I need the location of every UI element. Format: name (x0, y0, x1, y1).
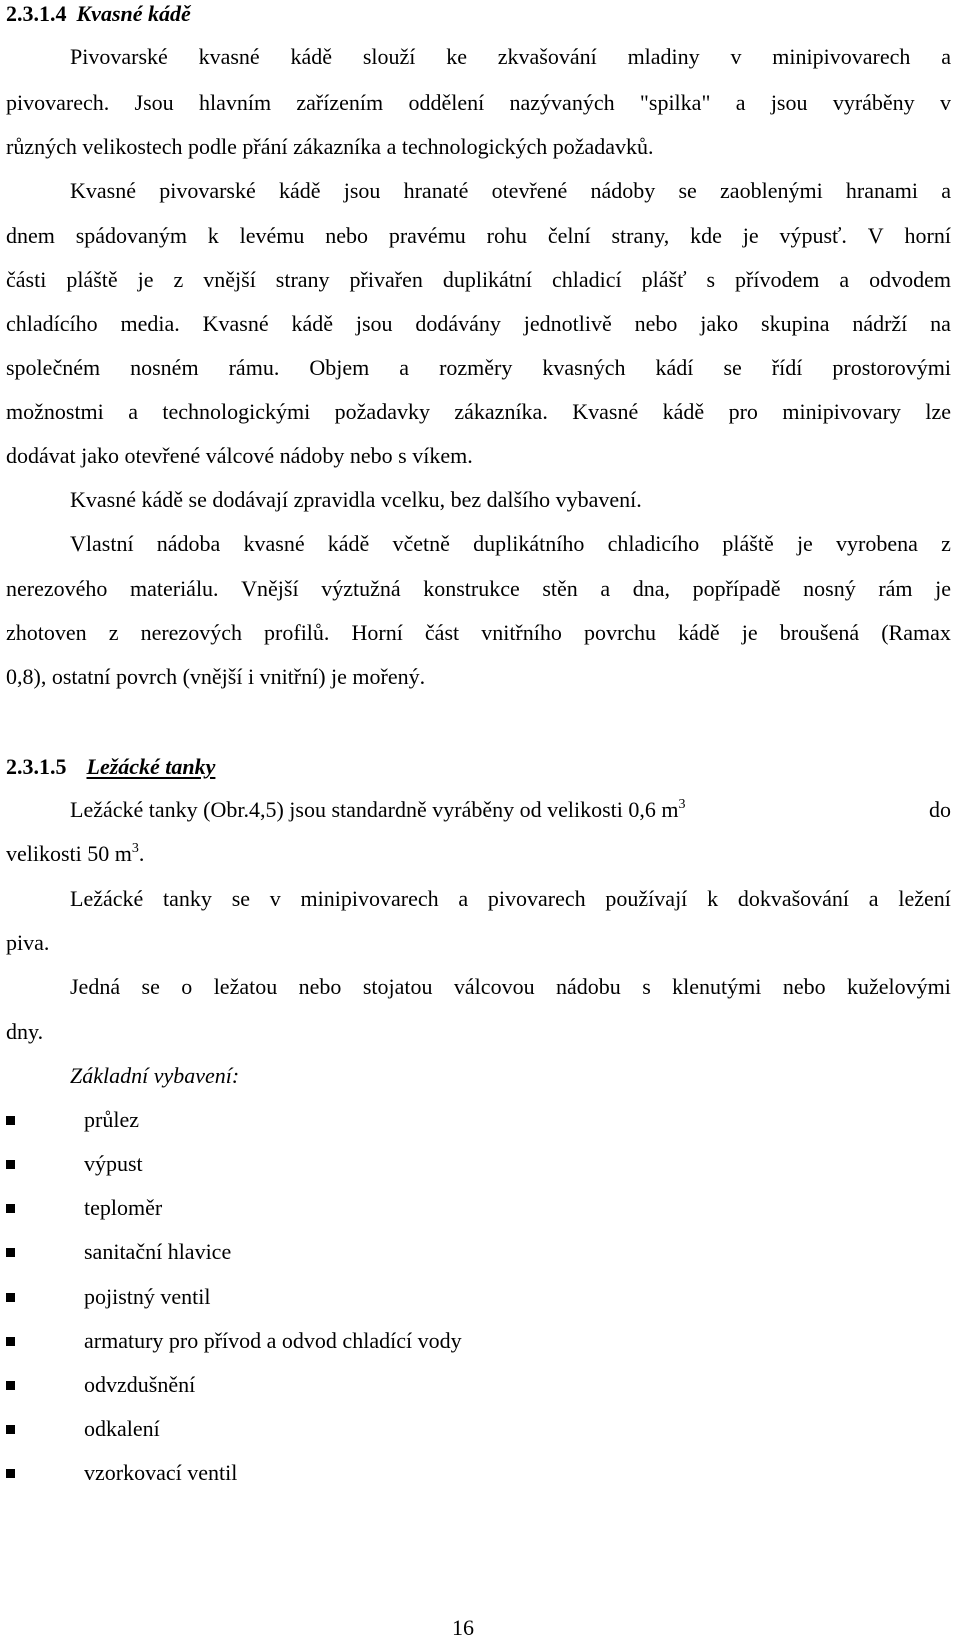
word: s (706, 267, 716, 292)
word: kádě (678, 620, 720, 645)
page-number: 16 (452, 1615, 474, 1640)
word: kádě (290, 44, 333, 69)
word: pláště (66, 267, 118, 292)
word: (Ramax (881, 620, 951, 645)
word: kádí (655, 355, 694, 380)
word: skupina (761, 311, 830, 336)
word: nádobu (556, 974, 621, 999)
word: profilů. (264, 620, 330, 645)
word: přivařen (349, 267, 423, 292)
word: a (458, 886, 469, 911)
text-segment: do (929, 797, 951, 822)
word: a (941, 178, 951, 203)
word: vnitřního (481, 620, 562, 645)
word: kvasné (198, 44, 260, 69)
word: stěn (542, 576, 578, 601)
word: kvasné (243, 531, 305, 556)
word: nerezového (6, 576, 108, 601)
word: zařízením (296, 90, 384, 115)
word: jsou (343, 178, 381, 203)
word: zhotoven (6, 620, 87, 645)
word: přívodem (735, 267, 820, 292)
word: rohu (486, 223, 527, 248)
list-item-label: odkalení (84, 1416, 160, 1441)
word: části (6, 267, 47, 292)
text-line (6, 225, 951, 247)
bullet-icon (6, 1116, 15, 1125)
word: pivovarech (487, 886, 586, 911)
bullet-icon (6, 1248, 15, 1257)
word: a (600, 576, 611, 601)
word: v (730, 44, 742, 69)
word: prostorovými (832, 355, 951, 380)
word: hlavním (198, 90, 272, 115)
text-line: různých velikostech podle přání zákazníka a technologických požadavků. (6, 134, 654, 159)
word: ležení (898, 886, 951, 911)
word: je (137, 267, 154, 292)
word: nebo (298, 974, 342, 999)
word: Kvasné (70, 178, 136, 203)
word: zkvašování (497, 44, 597, 69)
word: duplikátní (442, 267, 533, 292)
bullet-icon (6, 1425, 15, 1434)
word: jednotlivě (523, 311, 612, 336)
bullet-icon (6, 1293, 15, 1302)
text-line (6, 313, 951, 335)
list-item-label: odvzdušnění (84, 1372, 196, 1397)
list-item-label: výpust (84, 1151, 143, 1176)
word: nebo (782, 974, 826, 999)
word: levému (239, 223, 305, 248)
word: a (868, 886, 879, 911)
word: popřípadě (692, 576, 781, 601)
word: je (742, 223, 759, 248)
list-item-label: sanitační hlavice (84, 1239, 232, 1264)
word: čelní (547, 223, 591, 248)
word: Pivovarské (70, 44, 168, 69)
bullet-icon (6, 1381, 15, 1390)
word: pro (728, 399, 758, 424)
word: pivovarech. (6, 90, 110, 115)
word: oddělení (408, 90, 485, 115)
word: duplikátního (473, 531, 585, 556)
word: vyráběny (832, 90, 915, 115)
word: část (424, 620, 460, 645)
word: na (930, 311, 951, 336)
word: hranaté (403, 178, 469, 203)
text-line: piva. (6, 930, 50, 955)
word: kádě (662, 399, 705, 424)
bullet-icon (6, 1337, 15, 1346)
word: media. (120, 311, 180, 336)
word: válcovou (453, 974, 535, 999)
word: z (941, 531, 951, 556)
word: pláště (722, 531, 774, 556)
word: otevřené (491, 178, 568, 203)
word: výpusť. (779, 223, 847, 248)
word: minipivovarech (300, 886, 439, 911)
word: a (941, 44, 951, 69)
word: pivovarské (159, 178, 256, 203)
word: jsou (770, 90, 808, 115)
word: dodávány (415, 311, 501, 336)
word: Kvasné (202, 311, 269, 336)
word: s (642, 974, 651, 999)
word: horní (904, 223, 951, 248)
word: strany (275, 267, 330, 292)
word: Kvasné (572, 399, 639, 424)
word: kde (690, 223, 722, 248)
text-line (6, 401, 951, 423)
word: odvodem (869, 267, 951, 292)
word: jako (700, 311, 739, 336)
word: používají (605, 886, 688, 911)
word: nerezových (140, 620, 242, 645)
superscript: 3 (131, 841, 139, 856)
section-number: 2.3.1.5 (6, 754, 67, 779)
word: broušená (779, 620, 860, 645)
word: dokvašování (737, 886, 850, 911)
word: je (796, 531, 813, 556)
text-line (6, 269, 951, 291)
word: Objem (309, 355, 370, 380)
section-title: Kvasné kádě (76, 1, 191, 26)
word: Jedná (70, 974, 121, 999)
word: rámu. (228, 355, 280, 380)
word: k (207, 223, 219, 248)
word: kádě (327, 531, 370, 556)
word: kuželovými (847, 974, 951, 999)
word: a (128, 399, 138, 424)
word: je (935, 576, 951, 601)
text-line (6, 843, 144, 865)
word: spádovaným (75, 223, 187, 248)
equipment-title: Základní vybavení: (70, 1063, 240, 1088)
word: chladicího (607, 531, 700, 556)
section-number: 2.3.1.4 (6, 1, 67, 26)
word: "spilka" (639, 90, 711, 115)
word: Vnější (241, 576, 299, 601)
section-title: Ležácké tanky (86, 754, 216, 779)
word: se (231, 886, 251, 911)
word: Jsou (134, 90, 174, 115)
word: z (108, 620, 119, 645)
word: zaoblenými (720, 178, 823, 203)
word: kádě (291, 311, 333, 336)
text-segment: velikosti 50 m (6, 841, 132, 866)
word: konstrukce (423, 576, 520, 601)
superscript: 3 (678, 797, 686, 812)
text-line: dodávat jako otevřené válcové nádoby nebo s víkem. (6, 443, 473, 468)
word: mladiny (627, 44, 700, 69)
word: nosném (130, 355, 199, 380)
word: vyrobena (836, 531, 918, 556)
word: nazývaných (509, 90, 615, 115)
list-item-label: teploměr (84, 1195, 163, 1220)
word: ke (446, 44, 467, 69)
list-item-label: pojistný ventil (84, 1284, 211, 1309)
word: minipivovarech (772, 44, 911, 69)
text-line (6, 622, 951, 644)
text-line (70, 533, 951, 555)
word: povrchu (583, 620, 657, 645)
bullet-icon (6, 1204, 15, 1213)
word: technologickými (162, 399, 311, 424)
word: hranami (845, 178, 918, 203)
word: kvasných (542, 355, 626, 380)
word: dna, (632, 576, 670, 601)
word: slouží (362, 44, 416, 69)
word: ležatou (213, 974, 278, 999)
word: nádoba (156, 531, 221, 556)
word: se (723, 355, 742, 380)
list-item-label: armatury pro přívod a odvod chladící vody (84, 1328, 462, 1353)
word: a (735, 90, 746, 115)
word: plášť (641, 267, 687, 292)
word: chladícího (6, 311, 98, 336)
text-line: Kvasné kádě se dodávají zpravidla vcelku, bez dalšího vybavení. (70, 487, 642, 512)
word: stojatou (362, 974, 433, 999)
word: nádoby (590, 178, 656, 203)
word: včetně (392, 531, 450, 556)
word: v (939, 90, 951, 115)
word: tanky (163, 886, 212, 911)
word: pravému (388, 223, 466, 248)
word: v (269, 886, 281, 911)
section-heading (6, 756, 215, 778)
text-line (70, 180, 951, 202)
word: strany, (611, 223, 670, 248)
word: výztužná (321, 576, 401, 601)
word: kádě (278, 178, 321, 203)
text-line (70, 799, 951, 821)
word: společném (6, 355, 101, 380)
word: nádrží (852, 311, 908, 336)
word: nebo (634, 311, 678, 336)
word: lze (925, 399, 951, 424)
word: rozměry (439, 355, 513, 380)
word: Vlastní (70, 531, 134, 556)
word: Ležácké (70, 886, 144, 911)
word: minipivovary (782, 399, 901, 424)
word: Horní (351, 620, 403, 645)
text-line (6, 578, 951, 600)
word: materiálu. (129, 576, 219, 601)
list-item-label: průlez (84, 1107, 139, 1132)
word: řídí (771, 355, 803, 380)
word: se (678, 178, 697, 203)
word: se (141, 974, 160, 999)
word: dnem (6, 223, 55, 248)
word: jsou (355, 311, 393, 336)
word: chladicí (552, 267, 622, 292)
word: zákazníka. (454, 399, 548, 424)
word: k (707, 886, 719, 911)
list-item-label: vzorkovací ventil (84, 1460, 238, 1485)
section-heading (6, 3, 191, 25)
bullet-icon (6, 1469, 15, 1478)
text-line: dny. (6, 1019, 44, 1044)
word: vnější (203, 267, 256, 292)
word: nosný (803, 576, 856, 601)
word: požadavky (334, 399, 430, 424)
text-line (70, 888, 951, 910)
bullet-icon (6, 1160, 15, 1169)
text-segment: . (138, 841, 145, 866)
word: je (741, 620, 758, 645)
word: o (181, 974, 193, 999)
text-line: 0,8), ostatní povrch (vnější i vnitřní) je mořený. (6, 664, 426, 689)
word: klenutými (672, 974, 762, 999)
word: a (839, 267, 850, 292)
text-line (6, 357, 951, 379)
word: z (173, 267, 184, 292)
word: nebo (325, 223, 368, 248)
word: rám (878, 576, 913, 601)
text-line (6, 92, 951, 114)
text-line (70, 46, 951, 68)
word: možnostmi (6, 399, 104, 424)
text-segment: Ležácké tanky (Obr.4,5) jsou standardně vyráběny od velikosti 0,6 m (70, 797, 679, 822)
word: a (399, 355, 410, 380)
word: V (867, 223, 884, 248)
text-line (70, 976, 951, 998)
